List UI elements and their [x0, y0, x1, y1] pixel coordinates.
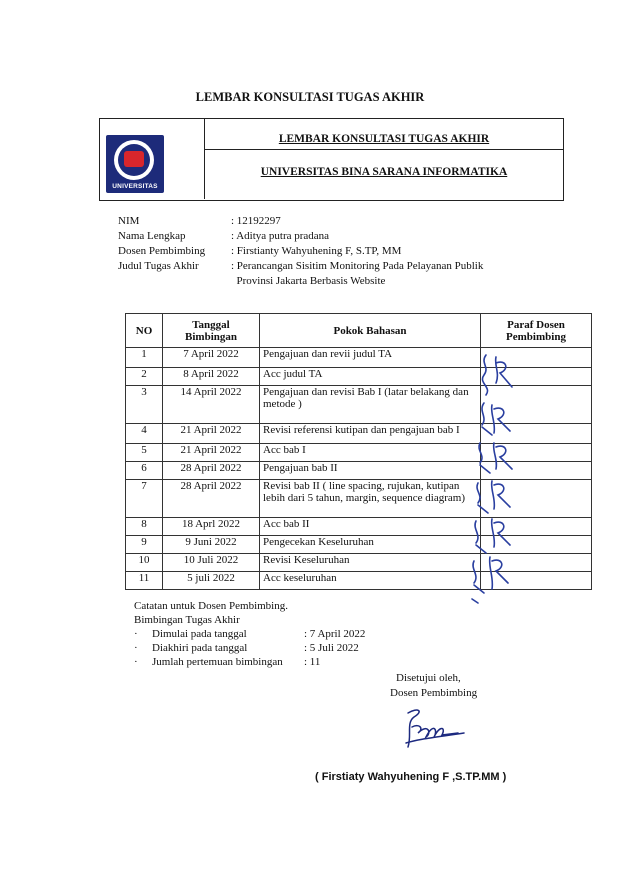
col-header-pokok: Pokok Bahasan [260, 314, 481, 348]
notes-key: Dimulai pada tanggal [152, 628, 247, 640]
cell-pokok: Revisi Keseluruhan [260, 554, 481, 572]
cell-pokok: Acc bab II [260, 518, 481, 536]
approval-line2: Dosen Pembimbing [390, 687, 478, 699]
notes-value: : 11 [304, 656, 321, 668]
info-row [118, 229, 551, 244]
info-row [118, 259, 551, 274]
cell-pokok: Pengajuan dan revii judul TA [260, 348, 481, 368]
info-label: Dosen Pembimbing [118, 245, 206, 257]
notes-item [134, 641, 365, 655]
logo-text: UNIVERSITAS [112, 183, 158, 190]
cell-pokok: Acc keseluruhan [260, 572, 481, 590]
bullet: · [134, 628, 138, 640]
col-header-tanggal: Tanggal Bimbingan [163, 314, 260, 348]
header-title: LEMBAR KONSULTASI TUGAS AKHIR [205, 119, 563, 150]
notes-subtitle: Bimbingan Tugas Akhir [134, 614, 240, 626]
cell-no: 3 [126, 386, 163, 424]
cell-no: 8 [126, 518, 163, 536]
cell-tanggal: 28 April 2022 [163, 462, 260, 480]
paraf-signatures [466, 343, 566, 613]
approval-line1: Disetujui oleh, [396, 672, 461, 684]
cell-pokok: Pengajuan dan revisi Bab I (latar belakang dan metode ) [260, 386, 481, 424]
cell-tanggal: 21 April 2022 [163, 444, 260, 462]
header-university: UNIVERSITAS BINA SARANA INFORMATIKA [260, 166, 508, 178]
cell-no: 6 [126, 462, 163, 480]
cell-tanggal: 5 juli 2022 [163, 572, 260, 590]
info-label [118, 274, 231, 289]
info-label: NIM [118, 215, 140, 227]
cell-tanggal: 14 April 2022 [163, 386, 260, 424]
info-row [118, 274, 551, 289]
info-value: : Perancangan Sisitim Monitoring Pada Pelayanan Publik [231, 260, 484, 272]
cell-tanggal: 7 April 2022 [163, 348, 260, 368]
cell-pokok: Pengecekan Keseluruhan [260, 536, 481, 554]
col-header-paraf: Paraf Dosen Pembimbing [481, 314, 592, 348]
notes-item [134, 627, 365, 641]
bullet: · [134, 642, 138, 654]
cell-pokok: Acc judul TA [260, 368, 481, 386]
col-header-no: NO [126, 314, 163, 348]
cell-tanggal: 9 Juni 2022 [163, 536, 260, 554]
info-value: : Firstianty Wahyuhening F, S.TP, MM [231, 245, 402, 257]
info-value: Provinsi Jakarta Berbasis Website [231, 275, 386, 287]
cell-pokok: Pengajuan bab II [260, 462, 481, 480]
cell-no: 4 [126, 424, 163, 444]
student-info [118, 214, 551, 289]
info-row [118, 214, 551, 229]
info-label: Judul Tugas Akhir [118, 260, 199, 272]
notes-value: : 5 Juli 2022 [304, 642, 359, 654]
cell-tanggal: 8 April 2022 [163, 368, 260, 386]
cell-pokok: Revisi referensi kutipan dan pengajuan bab I [260, 424, 481, 444]
notes-section [134, 599, 365, 669]
bullet: · [134, 656, 138, 668]
notes-key: Diakhiri pada tanggal [152, 642, 248, 654]
cell-pokok: Acc bab I [260, 444, 481, 462]
info-row [118, 244, 551, 259]
header-box [99, 118, 564, 201]
cell-tanggal: 10 Juli 2022 [163, 554, 260, 572]
cell-no: 10 [126, 554, 163, 572]
cell-no: 1 [126, 348, 163, 368]
supervisor-name: ( Firstiaty Wahyuhening F ,S.TP.MM ) [315, 771, 507, 783]
notes-item [134, 655, 365, 669]
university-logo [106, 135, 164, 193]
cell-tanggal: 28 April 2022 [163, 480, 260, 518]
cell-no: 11 [126, 572, 163, 590]
info-value: : Aditya putra pradana [231, 230, 330, 242]
document-title: LEMBAR KONSULTASI TUGAS AKHIR [195, 90, 425, 104]
notes-key: Jumlah pertemuan bimbingan [152, 656, 283, 668]
cell-tanggal: 18 Aprl 2022 [163, 518, 260, 536]
cell-no: 5 [126, 444, 163, 462]
cell-no: 2 [126, 368, 163, 386]
notes-value: : 7 April 2022 [304, 628, 366, 640]
cell-pokok: Revisi bab II ( line spacing, rujukan, kutipan lebih dari 5 tahun, margin, sequence diagram) [260, 480, 481, 518]
cell-no: 7 [126, 480, 163, 518]
logo-cell [100, 119, 205, 199]
cell-no: 9 [126, 536, 163, 554]
approval-block [390, 671, 477, 701]
info-value: : 12192297 [231, 215, 281, 227]
cell-tanggal: 21 April 2022 [163, 424, 260, 444]
notes-title: Catatan untuk Dosen Pembimbing. [134, 600, 288, 612]
supervisor-signature [398, 703, 468, 753]
info-label: Nama Lengkap [118, 230, 186, 242]
